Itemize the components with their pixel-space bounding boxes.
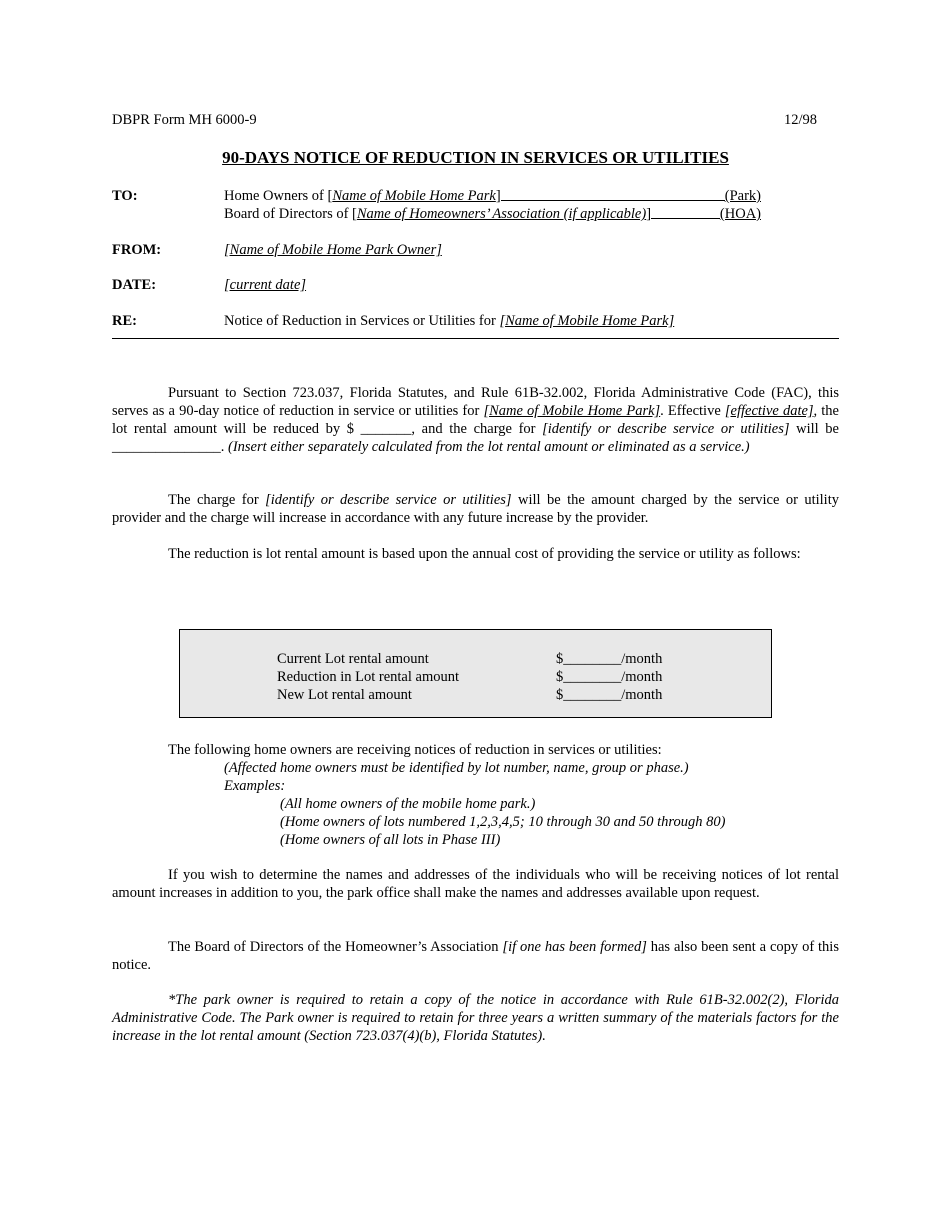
para2-text-1: The charge for <box>168 492 266 508</box>
to-hoa-close: ] <box>646 206 652 222</box>
to-park-line <box>224 188 761 205</box>
para1-park-field: [Name of Mobile Home Park] <box>483 403 661 419</box>
owner-name-field: [Name of Mobile Home Park Owner] <box>224 242 442 258</box>
park-suffix: (Park) <box>724 188 761 204</box>
calc-amount: $________/month <box>556 669 663 685</box>
date-label: DATE: <box>112 277 157 293</box>
hoa-suffix: (HOA) <box>719 206 761 222</box>
to-hoa-prefix: Board of Directors of [ <box>224 206 357 222</box>
retention-note-paragraph: *The park owner is required to retain a copy of the notice in accordance with Rule 61B-32.002(2), Florida Administrative Code. The Park owner is required to retain for three years a written summary of the materials factors for the increase in the lot rental amount (Section 723.037(4)(b), Florida Statutes). <box>112 992 839 1044</box>
affected-intro: The following home owners are receiving notices of reduction in services or utilities: <box>168 742 662 758</box>
insert-instruction: (Insert either separately calculated from the lot rental amount or eliminated as a service.) <box>228 439 750 455</box>
calc-row-reduction <box>277 669 737 687</box>
to-park-close: ] <box>495 188 501 204</box>
para1-text-3: , the lot rental amount will be reduced by $ _______, and the charge for <box>112 403 839 437</box>
form-revision-date: 12/98 <box>783 112 817 128</box>
charge-paragraph <box>112 491 839 527</box>
examples-label: Examples: <box>224 778 286 794</box>
affected-owners-section <box>168 741 839 849</box>
page-title: 90-DAYS NOTICE OF REDUCTION IN SERVICES OR UTILITIES <box>222 148 729 167</box>
names-addresses-paragraph: If you wish to determine the names and addresses of the individuals who will be receiving notices of lot rental amount increases in addition to you, the park office shall make the names and addresses available upon request. <box>112 867 839 901</box>
form-page <box>112 0 839 1230</box>
form-id: DBPR Form MH 6000-9 <box>112 112 257 128</box>
reduction-basis-paragraph: The reduction is lot rental amount is based upon the annual cost of providing the service or utility as follows: <box>168 546 801 562</box>
hoa-fill-line <box>651 206 720 219</box>
service-field: [identify or describe service or utilities] <box>542 421 790 437</box>
calc-amount: $________/month <box>556 651 663 667</box>
park-fill-line <box>501 188 725 201</box>
hoa-name-field: Name of Homeowners’ Association (if applicable) <box>356 206 647 222</box>
calc-row-new <box>277 687 737 705</box>
para5-text-2: has also been sent a copy of this notice. <box>112 939 839 973</box>
header-divider <box>112 338 839 339</box>
to-park-prefix: Home Owners of [ <box>224 188 333 204</box>
para1-text-2: . Effective <box>660 403 725 419</box>
re-label: RE: <box>112 313 137 329</box>
example-item: (Home owners of all lots in Phase III) <box>280 832 501 848</box>
to-hoa-line <box>224 206 761 223</box>
calc-row-current <box>277 651 737 669</box>
para2-text-2: will be the amount charged by the service or utility provider and the charge will increase in accordance with any future increase by the provider. <box>112 492 839 526</box>
notice-paragraph <box>112 384 839 456</box>
calc-label: Reduction in Lot rental amount <box>277 669 460 685</box>
calc-label: New Lot rental amount <box>277 687 412 703</box>
example-item: (All home owners of the mobile home park.) <box>280 796 536 812</box>
form-header <box>112 112 817 129</box>
hoa-formed-field: [if one has been formed] <box>502 939 647 955</box>
re-park-field: [Name of Mobile Home Park] <box>499 313 675 329</box>
para1-text-1: Pursuant to Section 723.037, Florida Statutes, and Rule 61B-32.002, Florida Administrative Code (FAC), this serves as a 90-day notice of reduction in service or utilities for <box>112 385 839 419</box>
para1-text-4: will be _______________. <box>112 421 839 455</box>
to-label: TO: <box>112 188 138 204</box>
calc-amount: $________/month <box>556 687 663 703</box>
calc-label: Current Lot rental amount <box>277 651 429 667</box>
example-item: (Home owners of lots numbered 1,2,3,4,5; 10 through 30 and 50 through 80) <box>280 814 726 830</box>
current-date-field: [current date] <box>224 277 307 293</box>
from-label: FROM: <box>112 242 162 258</box>
effective-date-field: [effective date] <box>724 403 814 419</box>
rental-calculation-box <box>179 629 772 718</box>
para5-text-1: The Board of Directors of the Homeowner’s Association <box>168 939 503 955</box>
affected-instruction: (Affected home owners must be identified by lot number, name, group or phase.) <box>224 760 689 776</box>
re-value <box>224 313 674 330</box>
hoa-copy-paragraph <box>112 938 839 974</box>
re-prefix: Notice of Reduction in Services or Utilities for <box>224 313 500 329</box>
park-name-field: Name of Mobile Home Park <box>332 188 496 204</box>
para2-service-field: [identify or describe service or utilities] <box>265 492 512 508</box>
